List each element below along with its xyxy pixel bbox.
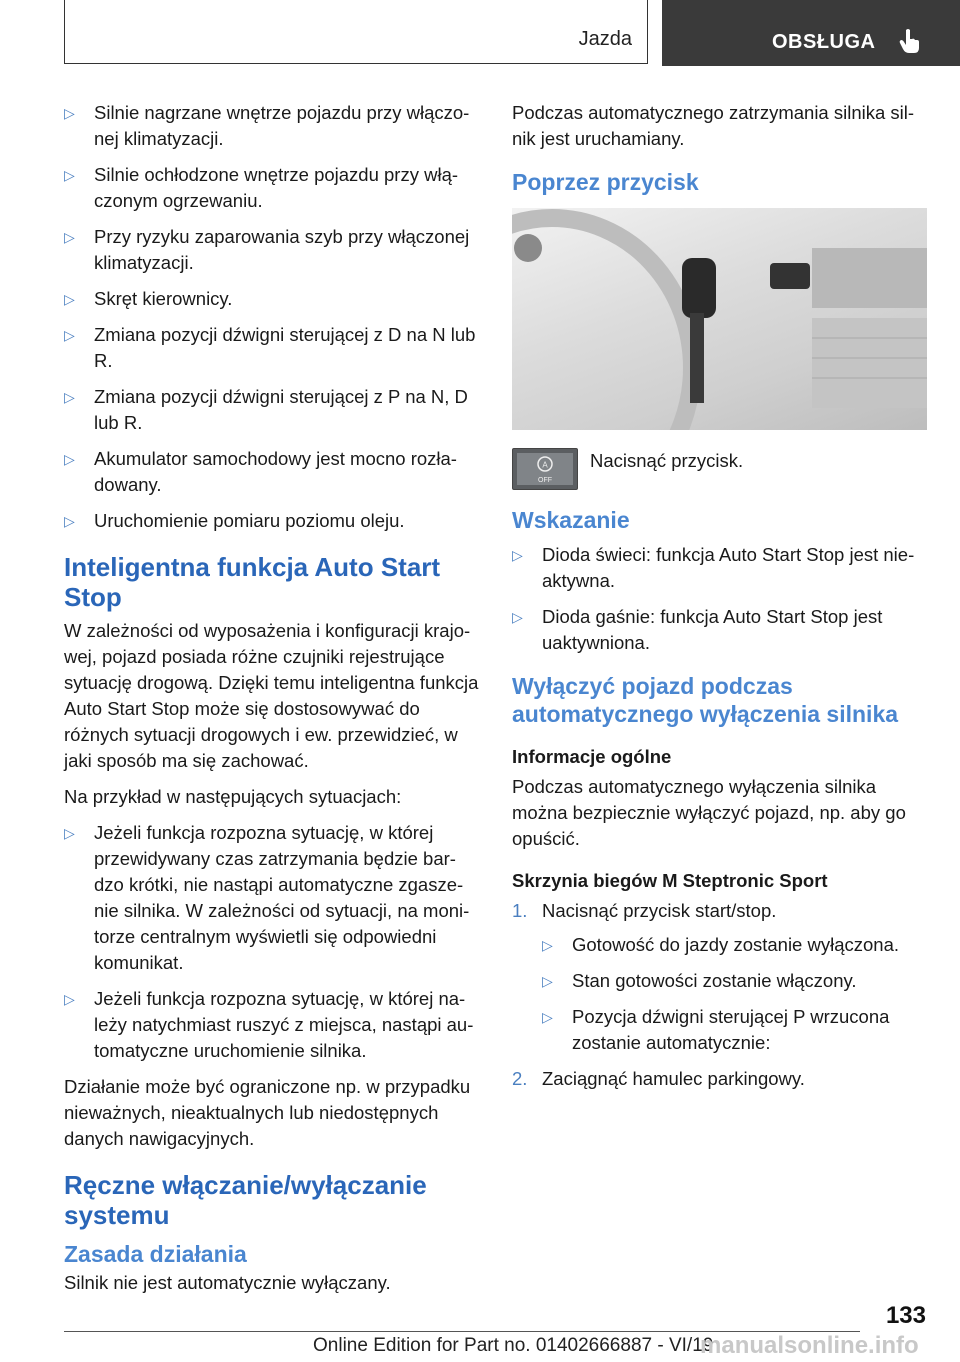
svg-text:A: A [542, 460, 548, 470]
steps-list [512, 898, 927, 1092]
heading-smart-auto-start-stop: Inteligentna funkcja Auto Start Stop [64, 552, 441, 612]
header-chapter-tab[interactable] [662, 0, 960, 66]
indicator-list [512, 542, 927, 656]
list-item: ▷ Skręt kierownicy. [64, 286, 479, 312]
step-item: 1. Nacisnąć przycisk start/stop. ▷ Gotowość do jazdy zostanie wyłączona. ▷ Stan gotowości zostanie włączony. ▷ Pozycja dźwigni sterującej P wrzucona zostanie automatycznie: [512, 898, 927, 1056]
header-section-title: Jazda [578, 28, 632, 50]
page-number: 133 [885, 1302, 926, 1329]
list-item: ▷ Zmiana pozycji dźwigni sterującej z P na N, D lub R. [64, 386, 468, 433]
list-item: ▷ Akumulator samochodowy jest mocno rozładowany. [64, 448, 457, 495]
triangle-bullet-icon: ▷ [542, 1009, 553, 1025]
heading-indicator: Wskazanie [512, 507, 630, 533]
heading-gearbox: Skrzynia biegów M Steptronic Sport [512, 870, 828, 891]
left-column [64, 100, 479, 1306]
paragraph: Podczas automatycznego wyłączenia silnika można bezpiecznie wyłączyć pojazd, np. aby go opuścić. [512, 776, 906, 849]
off-label: OFF [538, 477, 552, 484]
list-item: ▷ Uruchomienie pomiaru poziomu oleju. [64, 508, 479, 534]
heading-via-button: Poprzez przycisk [512, 169, 699, 195]
triangle-bullet-icon: ▷ [64, 389, 75, 405]
header-frame [64, 0, 648, 64]
paragraph: Na przykład w następujących sytuacjach: [64, 786, 402, 807]
list-item: ▷ Dioda gaśnie: funkcja Auto Start Stop jest uaktywniona. [512, 606, 883, 653]
list-item: ▷ Stan gotowości zostanie włączony. [542, 968, 927, 994]
triangle-bullet-icon: ▷ [64, 451, 75, 467]
heading-general-info: Informacje ogólne [512, 746, 672, 767]
paragraph: W zależności od wyposażenia i konfiguracji krajowej, pojazd posiada różne czujniki rejestrujące sytuację drogową. Dzięki temu inteligentna funkcja Auto Start Stop może się dostosowywać do różnych sytuacji drogowych i ew. przewidzieć, w jaki sposób ma się zachować. [64, 620, 479, 771]
triangle-bullet-icon: ▷ [512, 609, 523, 625]
triangle-bullet-icon: ▷ [64, 991, 75, 1007]
list-item: ▷ Dioda świeci: funkcja Auto Start Stop jest nieaktywna. [512, 544, 915, 591]
right-column [512, 100, 927, 1102]
paragraph: Działanie może być ograniczone np. w przypadku nieważnych, nieaktualnych lub niedostępnych danych nawigacyjnych. [64, 1076, 471, 1149]
button-caption: Nacisnąć przycisk. [590, 450, 744, 471]
sub-list [512, 932, 927, 1056]
list-item: ▷ Jeżeli funkcja rozpozna sytuację, w której przewidywany czas zatrzymania będzie bardzo krótki, nie nastąpi automatyczne zgaszenie silnika. W zależności od sytuacji, na monitorze centralnym wyświetli się odpowiedni komunikat. [64, 822, 470, 973]
step-number: 1. [512, 900, 528, 921]
situations-list [64, 820, 479, 1064]
paragraph: Podczas automatycznego zatrzymania silnika silnik jest uruchamiany. [512, 102, 915, 149]
triangle-bullet-icon: ▷ [64, 105, 75, 121]
heading-manual-toggle: Ręczne włączanie/wyłączanie systemu [64, 1170, 427, 1230]
triangle-bullet-icon: ▷ [542, 973, 553, 989]
paragraph: Silnik nie jest automatycznie wyłączany. [64, 1272, 391, 1293]
triangle-bullet-icon: ▷ [64, 327, 75, 343]
triangle-bullet-icon: ▷ [64, 513, 75, 529]
list-item: ▷ Zmiana pozycji dźwigni sterującej z D na N lub R. [64, 324, 476, 371]
list-item: ▷ Gotowość do jazdy zostanie wyłączona. [542, 932, 927, 958]
list-item: ▷ Jeżeli funkcja rozpozna sytuację, w której należy natychmiast ruszyć z miejsca, nastąpi automatyczne uruchomienie silnika. [64, 988, 474, 1061]
conditions-list [64, 100, 479, 534]
dashboard-photo [512, 208, 927, 430]
triangle-bullet-icon: ▷ [64, 825, 75, 841]
triangle-bullet-icon: ▷ [64, 229, 75, 245]
list-item: ▷ Silnie nagrzane wnętrze pojazdu przy włączonej klimatyzacji. [64, 102, 470, 149]
footer-edition: Online Edition for Part no. 01402666887 - VI/19 [313, 1335, 714, 1356]
triangle-bullet-icon: ▷ [542, 937, 553, 953]
step-item: 2. Zaciągnąć hamulec parkingowy. [512, 1066, 927, 1092]
list-item: ▷ Silnie ochłodzone wnętrze pojazdu przy włączonym ogrzewaniu. [64, 164, 459, 211]
heading-principle: Zasada działania [64, 1241, 247, 1267]
chapter-label: OBSŁUGA [772, 30, 876, 53]
auto-start-stop-icon [513, 449, 577, 489]
triangle-bullet-icon: ▷ [512, 547, 523, 563]
watermark: manualsonline.info [700, 1332, 919, 1359]
list-item: ▷ Pozycja dźwigni sterującej P wrzucona zostanie automatycznie: [542, 1006, 890, 1053]
hand-pointer-icon [898, 28, 922, 59]
heading-switch-off-vehicle: Wyłączyć pojazd podczas automatycznego wyłączenia silnika [512, 673, 899, 727]
auto-start-stop-button-row [512, 448, 927, 490]
auto-start-stop-button[interactable] [512, 448, 578, 490]
step-number: 2. [512, 1068, 528, 1089]
triangle-bullet-icon: ▷ [64, 167, 75, 183]
triangle-bullet-icon: ▷ [64, 291, 75, 307]
list-item: ▷ Przy ryzyku zaparowania szyb przy włączonej klimatyzacji. [64, 226, 470, 273]
